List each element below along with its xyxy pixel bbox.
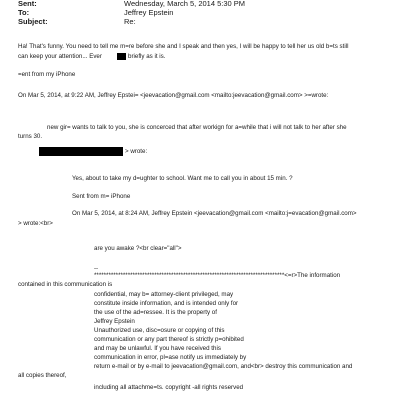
- disclaimer-line: the use of the ad=ressee. It is the property of: [94, 309, 217, 316]
- sent-label: Sent:: [18, 0, 37, 8]
- quote-line: turns 30.: [18, 133, 43, 140]
- disclaimer-line: communication or any part thereof is strictly p=ohibited: [94, 336, 244, 343]
- disclaimer-last: including all attachme=ts. copyright -all rights reserved: [94, 384, 244, 391]
- quote-header: On Mar 5, 2014, at 8:24 AM, Jeffrey Epstein <jeevacation@gmail.com <mailto:j=evacation@gmail.com>: [72, 210, 357, 217]
- sent-from-line: =ent from my iPhone: [18, 71, 76, 78]
- sent-from-line: Sent from m= iPhone: [72, 193, 131, 200]
- disclaimer-line: constitute inside information, and is intended only for: [94, 300, 239, 307]
- reply-line-1: Ha! That's funny. You need to tell me m=re before she and I speak and then yes, I will be happy to tell her us old b=ts still: [18, 43, 349, 50]
- quote-header-cont: > wrote:<br>: [18, 220, 53, 227]
- disclaimer-line: confidential, may b= attorney-client privileged, may: [94, 291, 234, 298]
- quote-line: Yes, about to take my d=ughter to school. Want me to call you in about 15 min. ?: [72, 175, 293, 182]
- to-value: Jeffrey Epstein: [124, 8, 174, 17]
- quote-header-tail: > wrote:: [125, 148, 148, 155]
- disclaimer-line: return e-mail or by e-mail to jeevacation@gmail.com, and<br> destroy this communication and: [94, 363, 353, 370]
- disclaimer-tail: all copies thereof,: [18, 372, 67, 379]
- redaction-box: [39, 147, 123, 156]
- disclaimer-line: Jeffrey Epstein: [94, 318, 135, 325]
- sent-value: Wednesday, March 5, 2014 5:30 PM: [124, 0, 246, 8]
- disclaimer-lead: contained in this communication is: [18, 281, 113, 288]
- disclaimer-line: communication in error, pl=ase notify us immediately by: [94, 354, 247, 361]
- quote-line: are you awake ?<br clear="all">: [94, 245, 182, 252]
- to-label: To:: [18, 8, 30, 17]
- quote-header: On Mar 5, 2014, at 9:22 AM, Jeffrey Epstei= <jeevacation@gmail.com <mailto:jeevacation@gmail.com> >=wrote:: [18, 92, 329, 99]
- signature-separator: --: [94, 265, 99, 272]
- subject-value: Re:: [124, 17, 136, 26]
- quote-line: new gir= wants to talk to you, she is concerced that after workign for a=while that i will not talk to her after she: [47, 124, 347, 131]
- subject-label: Subject:: [18, 17, 48, 26]
- reply-line-2b: briefly as it is.: [128, 53, 166, 60]
- stars-line: *******************************************************************************<=r>The information: [94, 272, 341, 279]
- reply-line-2a: can keep your attention... Ever: [18, 53, 102, 60]
- disclaimer-line: and may be unlawful. If you have received this: [94, 345, 221, 352]
- disclaimer-line: Unauthorized use, disc=osure or copying of this: [94, 327, 225, 334]
- redaction-box: [117, 53, 126, 60]
